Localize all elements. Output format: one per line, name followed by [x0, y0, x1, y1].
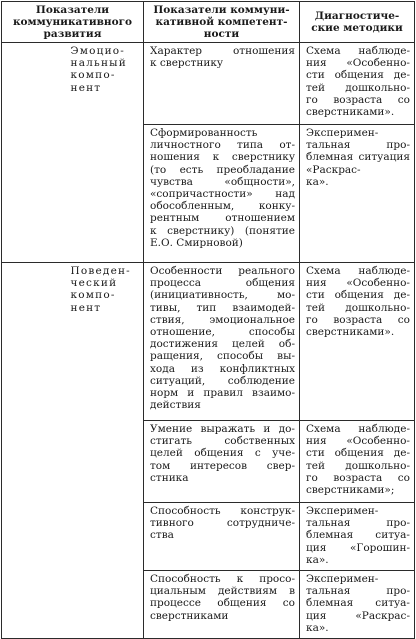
- empty-cell: [2, 263, 68, 639]
- method-cell: Схема наблюде- ния «Особенно- сти общения де- тей дошкольно- го возраста со сверстниками»;: [300, 421, 415, 503]
- method-cell: Эксперимен- тальная про- блемная ситуа- ция «Раскрас- ка».: [300, 571, 415, 639]
- table-header: [2, 2, 415, 43]
- table-row: [2, 263, 415, 421]
- diagnostics-table: [1, 1, 415, 639]
- indicator-cell: Способность к просо- циальным действиям в процессе общения со сверстниками: [144, 571, 300, 639]
- table-body: [2, 43, 415, 639]
- header-competence-indicators: Показатели коммуни- кативной компетент- ности: [144, 2, 300, 43]
- indicator-cell: Способность конструк- тивного сотрудниче- ства: [144, 503, 300, 571]
- method-cell: Эксперимен- тальная про- блемная ситуация «Раскрас- ка».: [300, 125, 415, 263]
- header-development-indicators: Показатели коммуникативного развития: [2, 2, 144, 43]
- indicator-cell: Особенности реального процесса общения (инициативность, мо- тивы, тип взаимодей- ствия, эмоциональное отношение, способы достижения целей об- ращения, способы вы- хода из конфликтных ситуаций, соблюдение норм и правил взаимо- действия: [144, 263, 300, 421]
- method-cell: Схема наблюде- ния «Особенно- сти общения де- тей дошкольно- го возраста со сверстниками».: [300, 43, 415, 125]
- indicator-cell: Характер отношения к сверстнику: [144, 43, 300, 125]
- empty-cell: [2, 43, 68, 263]
- component-behavioral: Поведен- ческий компо- нент: [68, 263, 144, 639]
- header-diagnostic-methods: Диагностиче- ские методики: [300, 2, 415, 43]
- method-cell: Эксперимен- тальная про- блемная ситуа- ция «Горошин- ка».: [300, 503, 415, 571]
- component-emotional: Эмоцио- нальный компо- нент: [68, 43, 144, 263]
- table-row: [2, 43, 415, 125]
- indicator-cell: Сформированность личностного типа от- ношения к сверстнику (то есть преобладание чувства «общности», «сопричастности» над обособленным, конку- рентным отношением к сверстнику) (понятие Е.О. Смирновой): [144, 125, 300, 263]
- method-cell: Схема наблюде- ния «Особенно- сти общения де- тей дошкольно- го возраста со сверстниками».: [300, 263, 415, 421]
- indicator-cell: Умение выражать и до- стигать собственных целей общения с уче- том интересов свер- стника: [144, 421, 300, 503]
